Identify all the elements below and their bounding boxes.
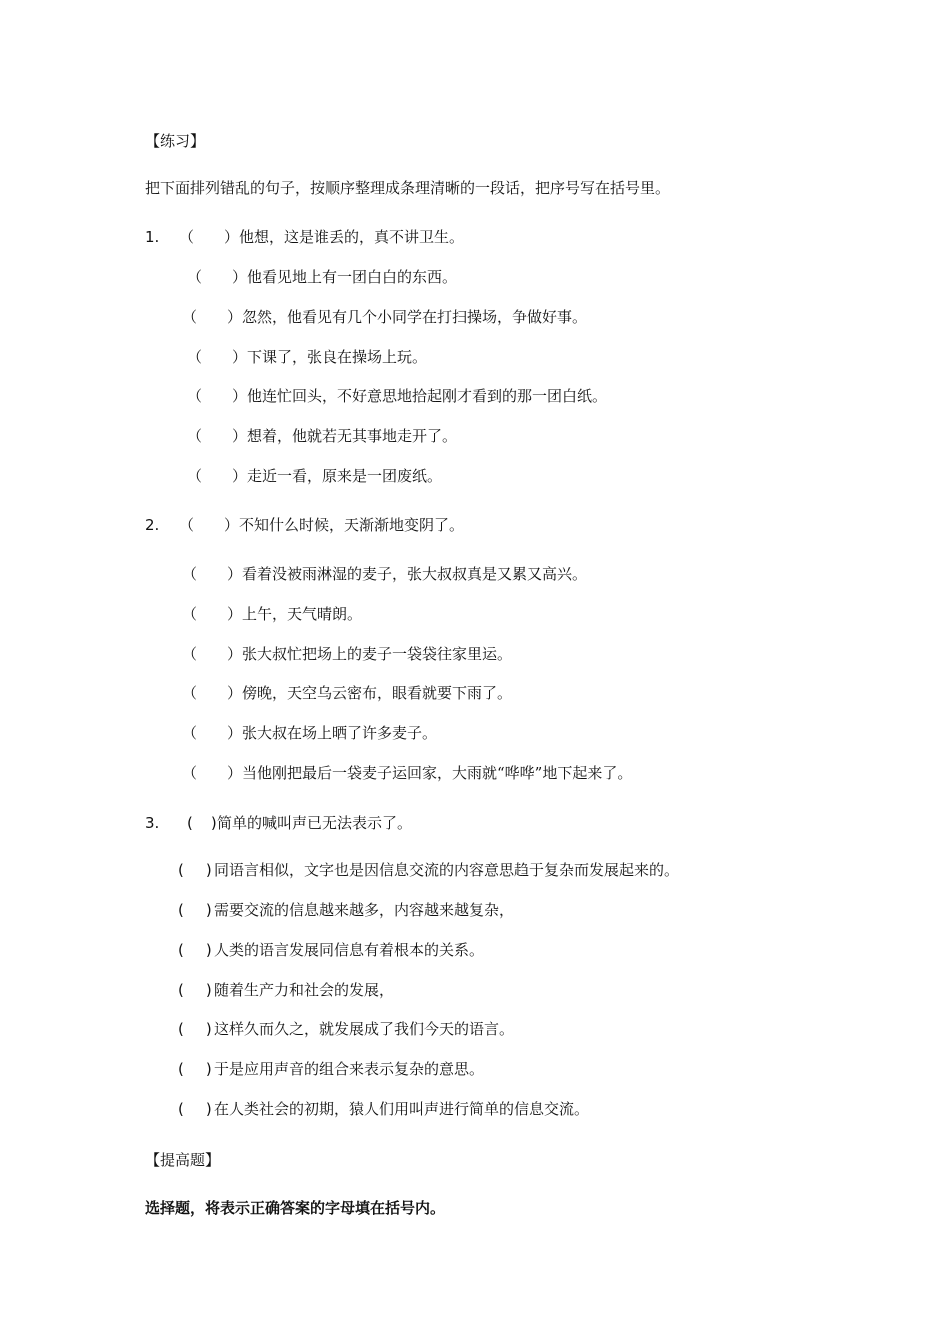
- q2-sentence: 张大叔忙把场上的麦子一袋袋往家里运。: [242, 645, 513, 663]
- section2-instruction: 选择题，将表示正确答案的字母填在括号内。: [145, 1199, 446, 1217]
- q3-answer-paren[interactable]: ( ): [187, 814, 217, 832]
- q2-item-3: [182, 604, 362, 624]
- q3-sentence: 人类的语言发展同信息有着根本的关系。: [214, 941, 485, 959]
- q2-answer-paren[interactable]: （ ）: [182, 645, 243, 663]
- q3-sentence: 于是应用声音的组合来表示复杂的意思。: [214, 1060, 485, 1078]
- q1-item-2: [187, 267, 457, 287]
- q1-sentence: 他看见地上有一团白白的东西。: [247, 268, 458, 286]
- q2-item-4: [182, 644, 512, 664]
- q3-item-8: [178, 1099, 589, 1119]
- q1-sentence: 他想，这是谁丢的，真不讲卫生。: [239, 228, 465, 246]
- q1-item-3: [182, 307, 587, 327]
- q1-item-4: [187, 347, 427, 367]
- q2-item-7: [182, 763, 632, 783]
- q3-answer-paren[interactable]: ( ): [178, 941, 212, 959]
- q3-item-4: [178, 940, 484, 960]
- q2-sentence: 不知什么时候，天渐渐地变阴了。: [239, 516, 465, 534]
- q2-answer-paren[interactable]: （ ）: [182, 605, 243, 623]
- q3-answer-paren[interactable]: ( ): [178, 1100, 212, 1118]
- q1-number: 1.: [145, 228, 160, 246]
- q3-item-7: [178, 1059, 484, 1079]
- q1-sentence: 想着，他就若无其事地走开了。: [247, 427, 458, 445]
- q2-sentence: 看着没被雨淋湿的麦子，张大叔叔真是又累又高兴。: [242, 565, 588, 583]
- q3-item-3: [178, 900, 514, 920]
- q3-item-1: [145, 813, 412, 833]
- q3-answer-paren[interactable]: ( ): [178, 1060, 212, 1078]
- q2-answer-paren[interactable]: （ ）: [182, 724, 243, 742]
- q2-sentence: 张大叔在场上晒了许多麦子。: [242, 724, 438, 742]
- q3-sentence: 随着生产力和社会的发展，: [214, 981, 395, 999]
- q1-item-5: [187, 386, 607, 406]
- q2-number: 2.: [145, 516, 160, 534]
- q2-sentence: 上午，天气晴朗。: [242, 605, 363, 623]
- q3-item-5: [178, 980, 394, 1000]
- section-heading-advanced: 【提高题】: [145, 1151, 221, 1169]
- q3-sentence: 这样久而久之，就发展成了我们今天的语言。: [214, 1020, 515, 1038]
- q3-sentence: 简单的喊叫声已无法表示了。: [217, 814, 413, 832]
- q1-answer-paren[interactable]: （ ）: [187, 387, 248, 405]
- q3-sentence: 同语言相似，文字也是因信息交流的内容意思趋于复杂而发展起来的。: [214, 861, 680, 879]
- q3-answer-paren[interactable]: ( ): [178, 901, 212, 919]
- q3-item-2: [178, 860, 679, 880]
- q1-item-7: [187, 466, 442, 486]
- q1-answer-paren[interactable]: （ ）: [187, 427, 248, 445]
- instruction-text: 把下面排列错乱的句子，按顺序整理成条理清晰的一段话，把序号写在括号里。: [145, 179, 671, 197]
- q1-answer-paren[interactable]: （ ）: [187, 268, 248, 286]
- q2-answer-paren[interactable]: （ ）: [182, 565, 243, 583]
- q2-item-5: [182, 683, 512, 703]
- q3-item-6: [178, 1019, 514, 1039]
- q1-sentence: 下课了，张良在操场上玩。: [247, 348, 428, 366]
- q2-item-6: [182, 723, 437, 743]
- q2-answer-paren[interactable]: （ ）: [182, 684, 243, 702]
- q3-answer-paren[interactable]: ( ): [178, 861, 212, 879]
- q1-answer-paren[interactable]: （ ）: [182, 308, 243, 326]
- q2-sentence: 当他刚把最后一袋麦子运回家，大雨就“哗哗”地下起来了。: [242, 764, 633, 782]
- q2-answer-paren[interactable]: （ ）: [179, 516, 240, 534]
- q3-number: 3.: [145, 814, 160, 832]
- q1-answer-paren[interactable]: （ ）: [187, 348, 248, 366]
- q1-answer-paren[interactable]: （ ）: [187, 467, 248, 485]
- q1-answer-paren[interactable]: （ ）: [179, 228, 240, 246]
- q3-sentence: 在人类社会的初期，猿人们用叫声进行简单的信息交流。: [214, 1100, 590, 1118]
- q1-sentence: 走近一看，原来是一团废纸。: [247, 467, 443, 485]
- q2-sentence: 傍晚，天空乌云密布，眼看就要下雨了。: [242, 684, 513, 702]
- q3-answer-paren[interactable]: ( ): [178, 981, 212, 999]
- q1-item-6: [187, 426, 457, 446]
- q1-sentence: 他连忙回头，不好意思地拾起刚才看到的那一团白纸。: [247, 387, 608, 405]
- q2-item-2: [182, 564, 587, 584]
- q3-answer-paren[interactable]: ( ): [178, 1020, 212, 1038]
- q2-answer-paren[interactable]: （ ）: [182, 764, 243, 782]
- q2-item-1: [145, 515, 464, 535]
- q1-sentence: 忽然，他看见有几个小同学在打扫操场，争做好事。: [242, 308, 588, 326]
- q3-sentence: 需要交流的信息越来越多，内容越来越复杂，: [214, 901, 515, 919]
- q1-item-1: [145, 227, 464, 247]
- section-heading-practice: 【练习】: [145, 132, 206, 150]
